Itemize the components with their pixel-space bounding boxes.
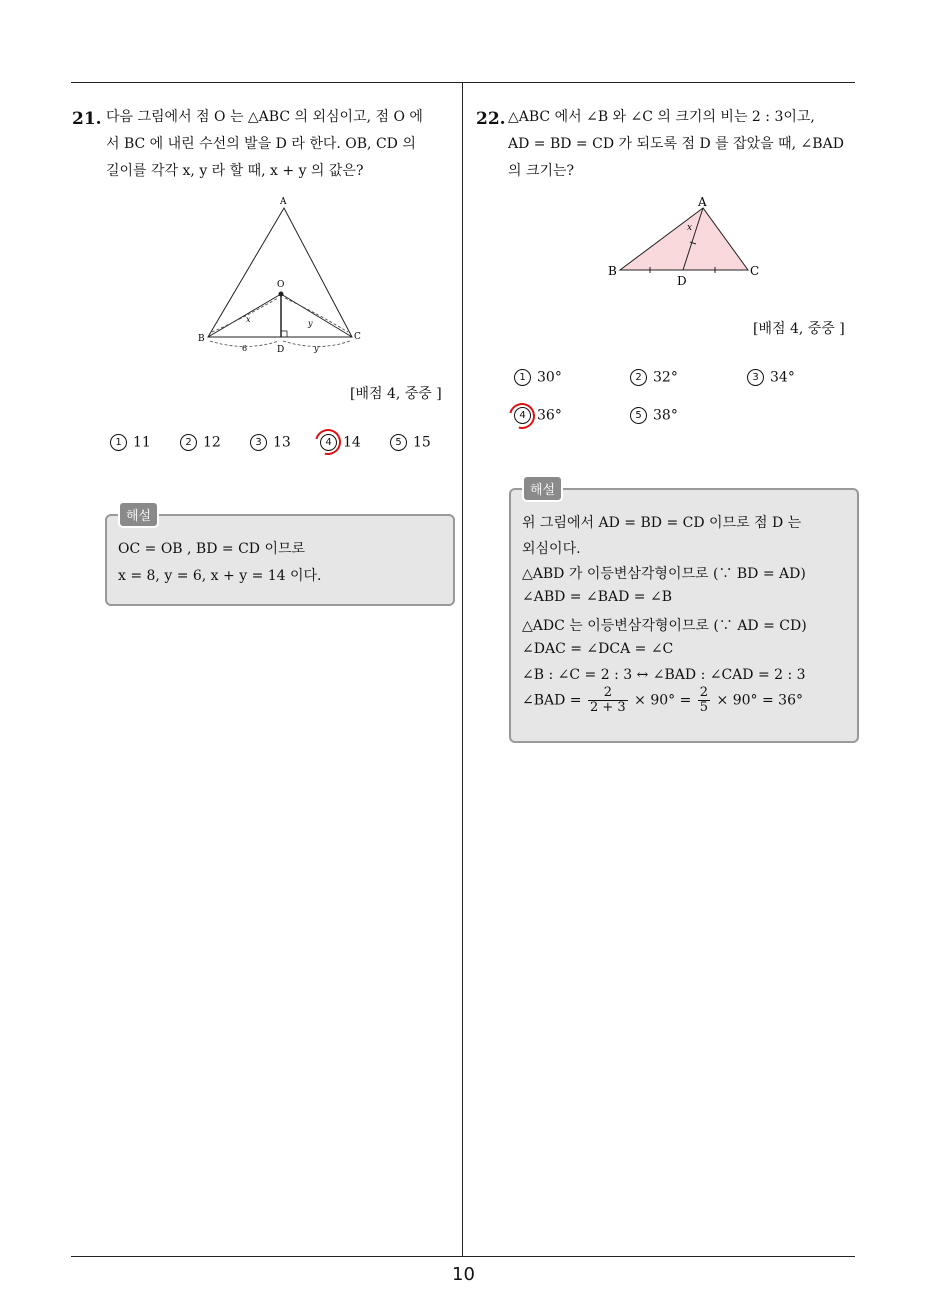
q21-label-6-left: 6 — [242, 344, 248, 353]
page-number: 10 — [452, 1264, 475, 1285]
q22-figure — [600, 190, 770, 290]
q22-label-b: B — [608, 264, 617, 278]
q22-text — [508, 104, 844, 185]
q21-choice-2[interactable]: 2 12 — [180, 434, 221, 451]
q22-expl-line-6: ∠DAC = ∠DCA = ∠C — [522, 641, 674, 657]
q22-line-2: AD = BD = CD 가 되도록 점 D 를 잡았을 때, ∠BAD — [508, 136, 844, 152]
q22-expl-line-5: △ADC 는 이등변삼각형이므로 (∵ AD = CD) — [522, 618, 807, 634]
q22-score: [배점 4, 중중 ] — [753, 321, 845, 337]
q22-explanation-tag: 해설 — [522, 475, 563, 502]
q22-choice-2[interactable]: 2 32° — [630, 369, 678, 386]
q22-expl-line-2: 외심이다. — [522, 541, 581, 557]
q21-label-d: D — [277, 345, 285, 355]
q21-label-y-bottom: y — [314, 344, 319, 353]
q21-choice-1[interactable]: 1 11 — [110, 434, 151, 451]
q22-expl-final: ∠BAD = $\frac{2}{2 + 3}$ × 90° = $\frac{2}{5}$ × 90° = 36° — [522, 685, 803, 715]
q21-label-b: B — [198, 334, 205, 344]
q22-choice-5[interactable]: 5 38° — [630, 407, 678, 424]
q21-label-y: y — [308, 319, 313, 328]
q21-label-c: C — [354, 332, 361, 342]
q22-expl-line-3: △ABD 가 이등변삼각형이므로 (∵ BD = AD) — [522, 566, 806, 582]
q21-choice-3[interactable]: 3 13 — [250, 434, 291, 451]
q21-line-1: 다음 그림에서 점 O 는 △ABC 의 외심이고, 점 O 에 — [106, 109, 423, 125]
q21-label-a: A — [280, 197, 287, 207]
q21-figure — [190, 190, 370, 360]
top-rule — [71, 82, 855, 83]
q21-text — [106, 104, 423, 185]
q21-choice-5[interactable]: 5 15 — [390, 434, 431, 451]
q21-choice-4[interactable]: 4 14 — [320, 434, 361, 451]
q21-explanation-box — [105, 514, 455, 606]
q22-number: 22. — [476, 109, 506, 129]
q22-label-d: D — [677, 274, 687, 288]
q22-choice-3[interactable]: 3 34° — [747, 369, 795, 386]
q22-line-3: 의 크기는? — [508, 163, 575, 179]
bottom-rule — [71, 1256, 855, 1257]
q21-score: [배점 4, 중중 ] — [350, 386, 442, 402]
q22-choice-4[interactable]: 4 36° — [514, 407, 562, 424]
q22-expl-line-7: ∠B : ∠C = 2 : 3 ↔ ∠BAD : ∠CAD = 2 : 3 — [522, 667, 806, 683]
q21-label-x: x — [246, 315, 251, 324]
q22-expl-line-1: 위 그림에서 AD = BD = CD 이므로 점 D 는 — [522, 515, 802, 531]
q21-answer-mark — [310, 424, 346, 460]
q22-answer-mark — [504, 398, 540, 434]
q22-label-c: C — [750, 264, 760, 278]
q22-label-x: x — [687, 223, 693, 233]
q21-label-o: O — [277, 280, 285, 290]
fraction-2-over-5: $\frac{2}{5}$ — [699, 685, 709, 715]
q22-expl-line-4: ∠ABD = ∠BAD = ∠B — [522, 589, 672, 605]
q22-choice-1[interactable]: 1 30° — [514, 369, 562, 386]
q21-expl-line-1: OC = OB , BD = CD 이므로 — [118, 541, 306, 557]
q21-line-3: 길이를 각각 x, y 라 할 때, x + y 의 값은? — [106, 163, 364, 179]
column-divider — [462, 82, 463, 1257]
q21-explanation-tag: 해설 — [118, 501, 159, 528]
q22-line-1: △ABC 에서 ∠B 와 ∠C 의 크기의 비는 2 : 3이고, — [508, 109, 815, 125]
q21-number: 21. — [72, 109, 102, 129]
q21-line-2: 서 BC 에 내린 수선의 발을 D 라 한다. OB, CD 의 — [106, 136, 416, 152]
q21-expl-line-2: x = 8, y = 6, x + y = 14 이다. — [118, 568, 322, 584]
fraction-2-over-2plus3: $\frac{2}{2 + 3}$ — [590, 685, 626, 715]
q22-label-a: A — [698, 195, 707, 209]
